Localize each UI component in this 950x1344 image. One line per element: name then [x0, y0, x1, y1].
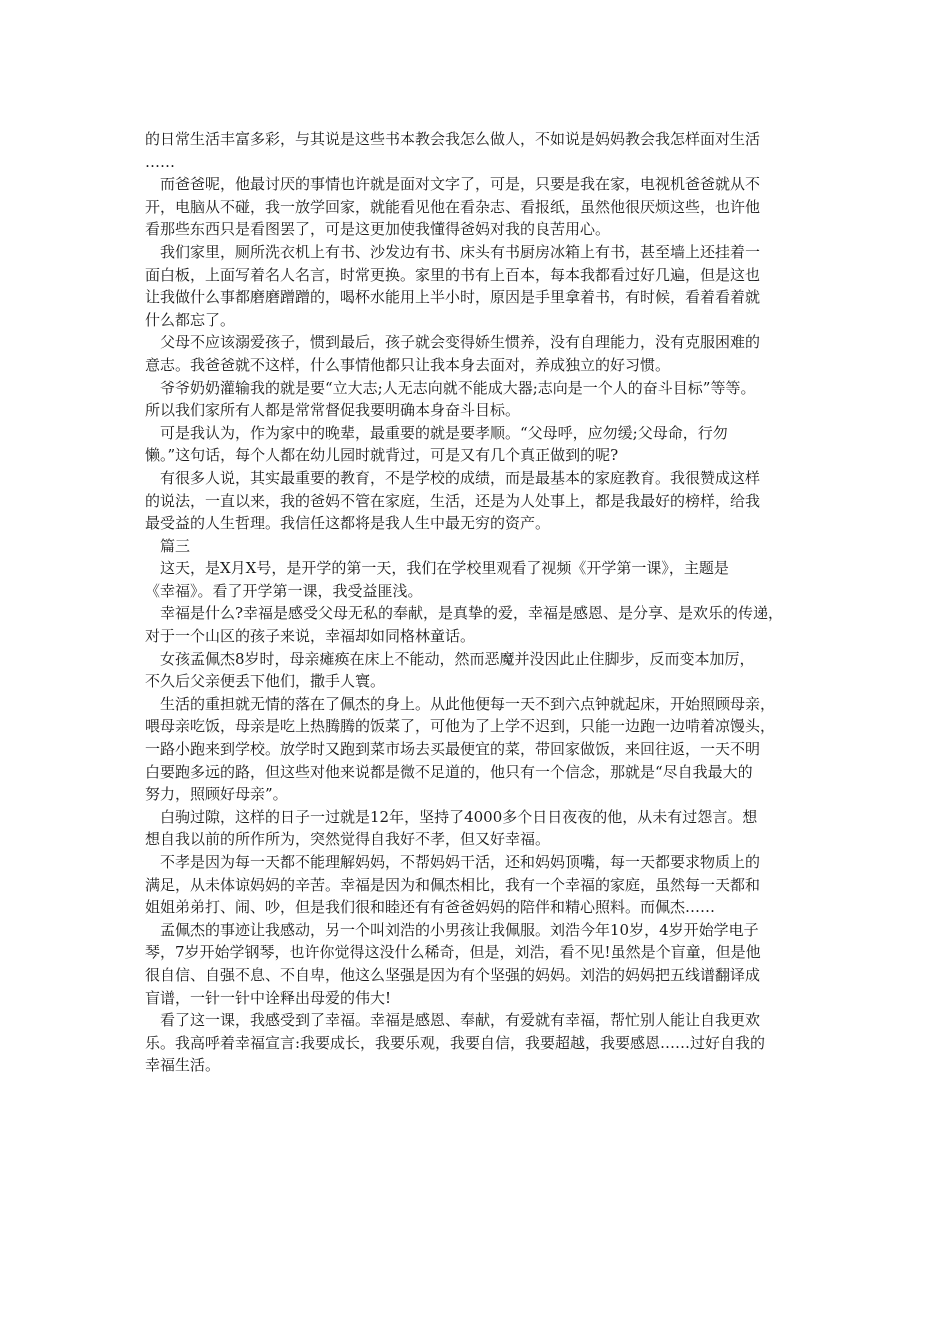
paragraph	[145, 1009, 810, 1077]
text-line: 的说法，一直以来，我的爸妈不管在家庭，生活，还是为人处事上，都是我最好的榜样，给我	[145, 491, 761, 510]
text-line: 生活的重担就无情的落在了佩杰的身上。从此他便每一天不到六点钟就起床，开始照顾母亲，	[145, 694, 776, 713]
text-line: 我们家里，厕所洗衣机上有书、沙发边有书、床头有书厨房冰箱上有书，甚至墙上还挂着一	[145, 242, 761, 261]
text-line: 所以我们家所有人都是常常督促我要明确本身奋斗目标。	[145, 401, 521, 420]
paragraph	[145, 241, 810, 331]
text-line: 父母不应该溺爱孩子，惯到最后，孩子就会变得娇生惯养，没有自理能力，没有克服困难的	[145, 333, 761, 352]
paragraph	[145, 173, 810, 241]
text-line: 意志。我爸爸就不这样，什么事情他都只让我本身去面对，养成独立的好习惯。	[145, 355, 671, 374]
text-line: 开，电脑从不碰，我一放学回家，就能看见他在看杂志、看报纸，虽然他很厌烦这些，也许他	[145, 197, 761, 216]
text-line: 篇三	[145, 536, 191, 555]
text-line: 懒。”这句话，每个人都在幼儿园时就背过，可是又有几个真正做到的呢?	[145, 446, 619, 465]
text-line: ……	[145, 152, 175, 171]
paragraph	[145, 806, 810, 851]
text-line: 的日常生活丰富多彩，与其说是这些书本教会我怎么做人，不如说是妈妈教会我怎样面对生活	[145, 130, 761, 148]
text-line: 对于一个山区的孩子来说，幸福却如同格林童话。	[145, 627, 476, 646]
text-line: 满足，从未体谅妈妈的辛苦。幸福是因为和佩杰相比，我有一个幸福的家庭，虽然每一天都和	[145, 875, 761, 894]
paragraph	[145, 693, 810, 806]
text-line: 白要跑多远的路，但这些对他来说都是微不足道的，他只有一个信念，那就是“尽自我最大的	[145, 762, 753, 781]
text-line: 盲谱，一针一针中诠释出母爱的伟大!	[145, 988, 392, 1007]
text-line: 孟佩杰的事迹让我感动，另一个叫刘浩的小男孩让我佩服。刘浩今年10岁，4岁开始学电子	[145, 920, 759, 939]
text-line: 想自我以前的所作所为，突然觉得自我好不孝，但又好幸福。	[145, 830, 551, 849]
text-line: 白驹过隙，这样的日子一过就是12年，坚持了4000多个日日夜夜的他，从未有过怨言。想	[145, 807, 758, 826]
text-line: 看那些东西只是看图罢了，可是这更加使我懂得爸妈对我的良苦用心。	[145, 220, 611, 239]
text-line: 不久后父亲便丢下他们，撒手人寰。	[145, 672, 386, 691]
paragraph	[145, 128, 810, 173]
paragraph	[145, 467, 810, 535]
text-line: 让我做什么事都磨磨蹭蹭的，喝杯水能用上半小时，原因是手里拿着书，有时候，看着看着就	[145, 288, 761, 307]
paragraph	[145, 422, 810, 467]
text-line: 这天，是X月X号，是开学的第一天，我们在学校里观看了视频《开学第一课》，主题是	[145, 559, 729, 578]
text-line: 看了这一课，我感受到了幸福。幸福是感恩、奉献，有爱就有幸福，帮忙别人能让自我更欢	[145, 1011, 761, 1030]
text-line: 《幸福》。看了开学第一课，我受益匪浅。	[145, 581, 423, 600]
paragraph	[145, 557, 810, 602]
text-line: 一路小跑来到学校。放学时又跑到菜市场去买最便宜的菜，带回家做饭，来回往返，一天不明	[145, 740, 761, 759]
text-line: 最受益的人生哲理。我信任这都将是我人生中最无穷的资产。	[145, 514, 551, 533]
text-line: 女孩孟佩杰8岁时，母亲瘫痪在床上不能动，然而恶魔并没因此止住脚步，反而变本加厉，	[145, 649, 755, 668]
text-line: 幸福是什么?幸福是感受父母无私的奉献，是真挚的爱，幸福是感恩、是分享、是欢乐的传递，	[145, 604, 784, 623]
text-line: 琴，7岁开始学钢琴，也许你觉得这没什么稀奇，但是，刘浩，看不见!虽然是个盲童，但是他	[145, 943, 761, 962]
text-line: 可是我认为，作为家中的晚辈，最重要的就是要孝顺。“父母呼，应勿缓;父母命，行勿	[145, 423, 728, 442]
text-line: 面白板，上面写着名人名言，时常更换。家里的书有上百本，每本我都看过好几遍，但是这也	[145, 265, 761, 284]
paragraph	[145, 377, 810, 422]
paragraph	[145, 602, 810, 647]
text-line: 很自信、自强不息、不自卑，他这么坚强是因为有个坚强的妈妈。刘浩的妈妈把五线谱翻译成	[145, 965, 761, 984]
text-line: 而爸爸呢，他最讨厌的事情也许就是面对文字了，可是，只要是我在家，电视机爸爸就从不	[145, 175, 761, 194]
document-body	[145, 128, 810, 1077]
text-line: 什么都忘了。	[145, 310, 236, 329]
text-line: 姐姐弟弟打、闹、吵，但是我们很和睦还有有爸爸妈妈的陪伴和精心照料。而佩杰……	[145, 898, 716, 917]
text-line: 有很多人说，其实最重要的教育，不是学校的成绩，而是最基本的家庭教育。我很赞成这样	[145, 468, 761, 487]
paragraph	[145, 919, 810, 1009]
text-line: 幸福生活。	[145, 1056, 221, 1075]
paragraph	[145, 535, 810, 558]
text-line: 不孝是因为每一天都不能理解妈妈，不帮妈妈干活，还和妈妈顶嘴，每一天都要求物质上的	[145, 853, 761, 871]
paragraph	[145, 331, 810, 376]
paragraph	[145, 648, 810, 693]
text-line: 爷爷奶奶灌输我的就是要“立大志;人无志向就不能成大器;志向是一个人的奋斗目标”等等。	[145, 378, 756, 397]
paragraph	[145, 851, 810, 919]
text-line: 努力，照顾好母亲”。	[145, 785, 288, 804]
text-line: 喂母亲吃饭，母亲是吃上热腾腾的饭菜了，可他为了上学不迟到，只能一边跑一边啃着凉馒头，	[145, 717, 776, 736]
text-line: 乐。我高呼着幸福宣言:我要成长，我要乐观，我要自信，我要超越，我要感恩……过好自我的	[145, 1033, 766, 1052]
